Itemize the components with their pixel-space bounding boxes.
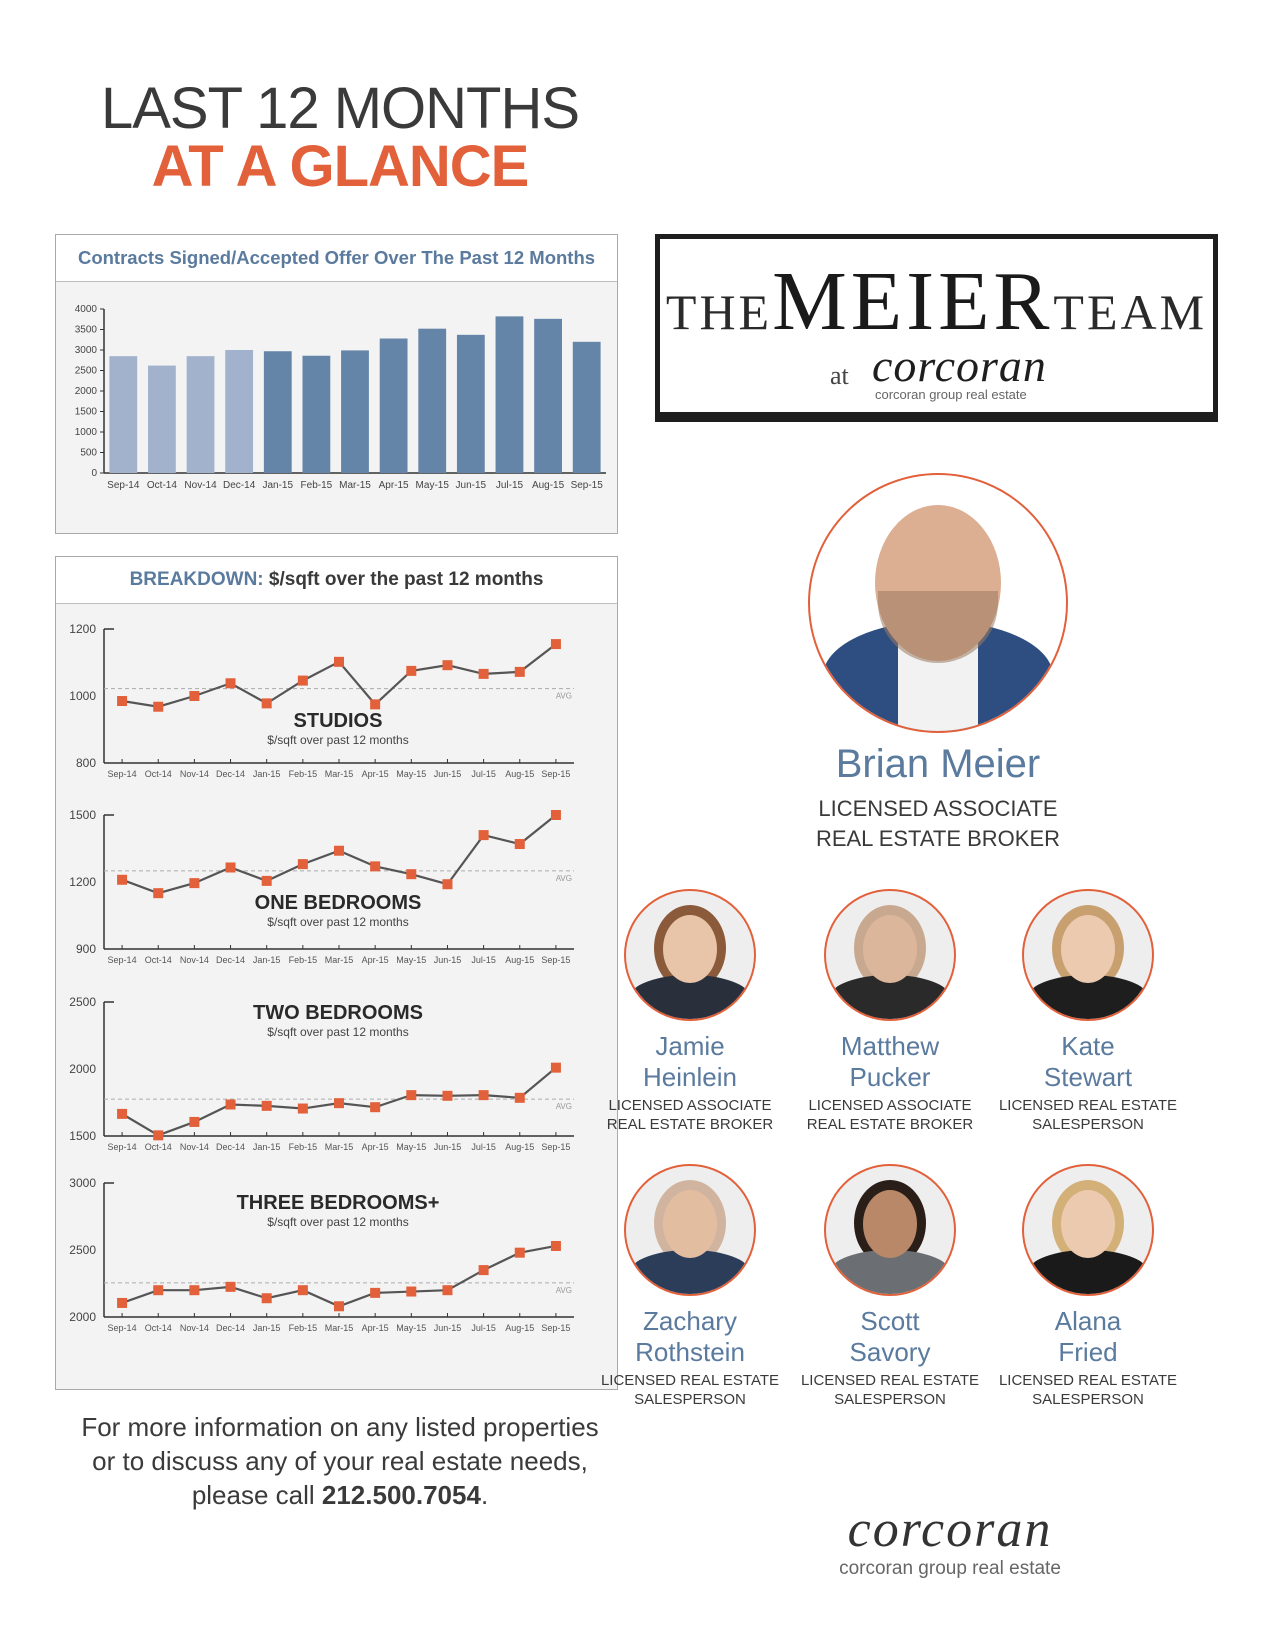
agent-title-line2: REAL ESTATE BROKER — [606, 1116, 774, 1133]
agent-title — [988, 1096, 1188, 1134]
line-x-tick-label: Sep-14 — [107, 955, 137, 965]
contact-line3-suffix: . — [480, 1480, 489, 1510]
line-x-tick-label: Sep-15 — [541, 1323, 571, 1333]
data-point — [370, 861, 380, 871]
line-x-tick-label: Jul-15 — [471, 1142, 496, 1152]
contact-line3 — [55, 1478, 625, 1512]
line-x-tick-label: Nov-14 — [179, 1142, 209, 1152]
bar — [573, 342, 601, 473]
agent-face — [663, 915, 717, 983]
data-point — [298, 1285, 308, 1295]
bar-x-tick-label: Jul-15 — [495, 480, 524, 491]
agent-photo — [824, 889, 956, 1021]
series-line — [122, 1246, 556, 1306]
line-x-tick-label: Aug-15 — [505, 955, 535, 965]
bar — [109, 356, 137, 473]
avg-label: AVG — [555, 1102, 572, 1112]
line-y-tick-label: 2000 — [69, 1062, 96, 1076]
agent-last-name: Pucker — [849, 1062, 931, 1092]
line-x-tick-label: Jun-15 — [433, 1142, 462, 1152]
bar-y-tick-label: 3500 — [74, 324, 97, 336]
data-point — [226, 1100, 236, 1110]
agent-face — [1061, 1190, 1115, 1258]
headline-line2: AT A GLANCE — [151, 134, 529, 199]
agent-last-name: Stewart — [1043, 1062, 1133, 1092]
bar — [225, 350, 253, 473]
agent-card — [590, 1164, 790, 1409]
line-x-tick-label: Feb-15 — [288, 955, 318, 965]
line-y-tick-label: 3000 — [69, 1176, 96, 1190]
data-point — [262, 698, 272, 708]
line-chart-subtitle: $/sqft over past 12 months — [267, 915, 409, 929]
avg-label: AVG — [555, 691, 572, 701]
agent-name — [988, 1031, 1188, 1093]
bar-y-tick-label: 500 — [80, 447, 97, 459]
agent-first-name: Alana — [1054, 1306, 1122, 1336]
bar-y-tick-label: 3000 — [74, 345, 97, 356]
line-x-tick-label: Aug-15 — [505, 769, 535, 779]
contact-line3-prefix: please call — [191, 1480, 322, 1510]
agent-title — [988, 1371, 1188, 1409]
agent-title-line2: SALESPERSON — [1032, 1391, 1144, 1408]
data-point — [334, 1098, 344, 1108]
line-x-tick-label: Jun-15 — [433, 769, 462, 779]
logo-the: THE — [665, 284, 773, 340]
agent-card — [988, 1164, 1188, 1409]
line-x-tick-label: Sep-15 — [541, 955, 571, 965]
line-x-tick-label: Mar-15 — [324, 769, 354, 779]
agent-photo — [1022, 889, 1154, 1021]
agent-face — [1061, 915, 1115, 983]
agent-first-name: Kate — [1061, 1031, 1115, 1061]
headline-line1: LAST 12 MONTHS — [100, 76, 580, 141]
line-x-tick-label: Mar-15 — [324, 1142, 354, 1152]
line-x-tick-label: Nov-14 — [179, 955, 209, 965]
line-x-tick-label: Sep-15 — [541, 1142, 571, 1152]
agent-photo — [624, 889, 756, 1021]
footer-tagline: corcoran group real estate — [839, 1558, 1061, 1579]
data-point — [298, 1104, 308, 1114]
bar-y-tick-label: 0 — [91, 468, 97, 479]
line-x-tick-label: Feb-15 — [288, 1142, 318, 1152]
line-x-tick-label: Aug-15 — [505, 1142, 535, 1152]
line-x-tick-label: Jan-15 — [252, 1142, 281, 1152]
agent-title — [790, 1371, 990, 1409]
data-point — [479, 830, 489, 840]
data-point — [479, 669, 489, 679]
line-y-tick-label: 1000 — [69, 689, 96, 703]
agent-name — [590, 1306, 790, 1368]
logo-team: TEAM — [1053, 284, 1208, 340]
agent-title-line1: LICENSED ASSOCIATE — [608, 1097, 772, 1114]
bar-x-tick-label: Oct-14 — [146, 480, 177, 491]
bar-x-tick-label: Feb-15 — [300, 480, 333, 491]
data-point — [370, 699, 380, 709]
bar-x-tick-label: Sep-15 — [570, 480, 603, 491]
lead-agent-title — [760, 794, 1116, 854]
line-x-tick-label: Jan-15 — [252, 769, 281, 779]
line-chart-subtitle: $/sqft over past 12 months — [267, 1025, 409, 1039]
line-chart-subtitle: $/sqft over past 12 months — [267, 1215, 409, 1229]
line-y-tick-label: 1500 — [69, 808, 96, 822]
line-chart-title: THREE BEDROOMS+ — [236, 1192, 440, 1214]
data-point — [370, 1102, 380, 1112]
data-point — [479, 1090, 489, 1100]
bar — [418, 329, 446, 473]
line-chart-title: ONE BEDROOMS — [254, 892, 422, 914]
line-x-tick-label: Jan-15 — [252, 1323, 281, 1333]
bar-x-tick-label: Sep-14 — [107, 480, 140, 491]
bar — [457, 335, 485, 473]
line-x-tick-label: Mar-15 — [324, 1323, 354, 1333]
lead-agent-title-line2: REAL ESTATE BROKER — [815, 826, 1061, 851]
line-x-tick-label: Nov-14 — [179, 769, 209, 779]
agent-name — [590, 1031, 790, 1093]
data-point — [189, 1117, 199, 1127]
agent-first-name: Zachary — [643, 1306, 737, 1336]
line-y-tick-label: 2500 — [69, 1243, 96, 1257]
bar-y-tick-label: 1000 — [74, 427, 97, 438]
line-x-tick-label: Oct-14 — [144, 955, 172, 965]
line-x-tick-label: Nov-14 — [179, 1323, 209, 1333]
bar — [302, 356, 330, 473]
bar — [264, 351, 292, 473]
data-point — [153, 1130, 163, 1140]
agent-card — [790, 889, 990, 1134]
agent-face — [863, 915, 917, 983]
contact-line1: For more information on any listed properties — [81, 1412, 599, 1442]
logo-tagline: corcoran group real estate — [875, 387, 1027, 402]
bar-x-tick-label: May-15 — [415, 480, 449, 491]
avg-label: AVG — [555, 1285, 572, 1295]
contracts-chart-title: Contracts Signed/Accepted Offer Over The Past 12 Months — [56, 235, 617, 282]
agent-title-line1: LICENSED REAL ESTATE — [800, 1372, 980, 1389]
data-point — [298, 859, 308, 869]
line-y-tick-label: 2500 — [69, 995, 96, 1009]
bar — [496, 316, 524, 473]
data-point — [442, 879, 452, 889]
data-point — [551, 1063, 561, 1073]
data-point — [226, 862, 236, 872]
bar-x-tick-label: Mar-15 — [339, 480, 371, 491]
phone-number[interactable]: 212.500.7054 — [321, 1480, 481, 1510]
bar-x-tick-label: Nov-14 — [184, 480, 217, 491]
line-x-tick-label: Dec-14 — [216, 1323, 246, 1333]
data-point — [406, 1287, 416, 1297]
bar-y-tick-label: 2000 — [74, 386, 97, 397]
data-point — [479, 1265, 489, 1275]
agent-last-name: Fried — [1058, 1337, 1118, 1367]
line-y-tick-label: 2000 — [69, 1310, 96, 1324]
line-x-tick-label: Apr-15 — [361, 1142, 389, 1152]
breakdown-chart-panel — [55, 556, 618, 1390]
contact-line2: or to discuss any of your real estate needs, — [92, 1446, 588, 1476]
bar-x-tick-label: Jan-15 — [262, 480, 294, 491]
footer-corcoran: corcoran — [847, 1501, 1053, 1558]
line-x-tick-label: Dec-14 — [216, 769, 246, 779]
agent-last-name: Savory — [849, 1337, 931, 1367]
line-x-tick-label: Sep-14 — [107, 1323, 137, 1333]
line-x-tick-label: Dec-14 — [216, 955, 246, 965]
data-point — [226, 1282, 236, 1292]
contracts-chart-panel — [55, 234, 618, 534]
data-point — [189, 691, 199, 701]
avg-label: AVG — [555, 873, 572, 883]
line-chart-title: TWO BEDROOMS — [253, 1002, 423, 1024]
line-x-tick-label: Aug-15 — [505, 1323, 535, 1333]
data-point — [262, 876, 272, 886]
line-x-tick-label: Jun-15 — [433, 1323, 462, 1333]
line-x-tick-label: May-15 — [396, 1142, 427, 1152]
bar — [534, 319, 562, 473]
data-point — [515, 1248, 525, 1258]
line-x-tick-label: Oct-14 — [144, 1142, 172, 1152]
agent-name — [790, 1031, 990, 1093]
data-point — [370, 1288, 380, 1298]
line-x-tick-label: May-15 — [396, 1323, 427, 1333]
agent-title-line2: SALESPERSON — [1032, 1116, 1144, 1133]
data-point — [262, 1101, 272, 1111]
breakdown-title-rest: $/sqft over the past 12 months — [263, 569, 544, 590]
breakdown-line-charts — [56, 605, 617, 1387]
data-point — [153, 1285, 163, 1295]
agent-first-name: Jamie — [655, 1031, 725, 1061]
line-x-tick-label: May-15 — [396, 769, 427, 779]
bar-x-tick-label: Apr-15 — [378, 480, 409, 491]
breakdown-title-highlight: BREAKDOWN: — [129, 569, 264, 590]
agent-title-line2: SALESPERSON — [834, 1391, 946, 1408]
bar — [341, 350, 369, 473]
line-y-tick-label: 900 — [75, 942, 96, 956]
data-point — [334, 1301, 344, 1311]
data-point — [551, 810, 561, 820]
data-point — [515, 1093, 525, 1103]
bar-y-tick-label: 4000 — [74, 304, 97, 315]
data-point — [442, 1091, 452, 1101]
contact-text — [55, 1410, 625, 1512]
data-point — [406, 869, 416, 879]
line-x-tick-label: Jun-15 — [433, 955, 462, 965]
line-x-tick-label: Sep-14 — [107, 769, 137, 779]
data-point — [442, 660, 452, 670]
agent-title-line2: SALESPERSON — [634, 1391, 746, 1408]
lead-agent-name: Brian Meier — [835, 742, 1041, 786]
bar-x-tick-label: Dec-14 — [223, 480, 256, 491]
line-x-tick-label: Jan-15 — [252, 955, 281, 965]
agent-card — [988, 889, 1188, 1134]
data-point — [153, 702, 163, 712]
data-point — [515, 667, 525, 677]
agent-title — [590, 1096, 790, 1134]
agent-title-line1: LICENSED ASSOCIATE — [808, 1097, 972, 1114]
line-x-tick-label: Feb-15 — [288, 769, 318, 779]
agent-photo — [824, 1164, 956, 1296]
agent-title-line1: LICENSED REAL ESTATE — [600, 1372, 780, 1389]
bar-y-tick-label: 1500 — [74, 406, 97, 418]
bar-y-tick-label: 2500 — [74, 365, 97, 377]
line-chart-subtitle: $/sqft over past 12 months — [267, 733, 409, 747]
bar-x-tick-label: Jun-15 — [455, 480, 487, 491]
logo-at: at — [830, 361, 849, 390]
contracts-bar-chart — [56, 283, 617, 533]
line-x-tick-label: Jul-15 — [471, 769, 496, 779]
data-point — [298, 676, 308, 686]
agent-last-name: Rothstein — [635, 1337, 745, 1367]
line-x-tick-label: Mar-15 — [324, 955, 354, 965]
data-point — [189, 1285, 199, 1295]
line-y-tick-label: 1500 — [69, 1129, 96, 1143]
agent-title — [790, 1096, 990, 1134]
agent-name — [988, 1306, 1188, 1368]
line-x-tick-label: Feb-15 — [288, 1323, 318, 1333]
line-x-tick-label: Oct-14 — [144, 1323, 172, 1333]
bar — [380, 339, 408, 473]
data-point — [551, 1241, 561, 1251]
bar-x-tick-label: Aug-15 — [531, 480, 565, 491]
agent-face — [863, 1190, 917, 1258]
breakdown-chart-title — [56, 557, 617, 604]
data-point — [117, 696, 127, 706]
agent-title-line1: LICENSED REAL ESTATE — [998, 1097, 1178, 1114]
line-y-tick-label: 1200 — [69, 875, 96, 889]
meier-team-logo — [655, 234, 1218, 422]
logo-wordmark — [660, 253, 1213, 350]
bar — [187, 356, 215, 473]
line-x-tick-label: Apr-15 — [361, 955, 389, 965]
logo-meier: MEIER — [772, 255, 1054, 348]
lead-agent-title-line1: LICENSED ASSOCIATE — [818, 796, 1058, 821]
agent-title — [590, 1371, 790, 1409]
agent-last-name: Heinlein — [643, 1062, 737, 1092]
agent-photo — [624, 1164, 756, 1296]
data-point — [406, 1090, 416, 1100]
line-y-tick-label: 1200 — [69, 622, 96, 636]
line-x-tick-label: Oct-14 — [144, 769, 172, 779]
line-x-tick-label: Jul-15 — [471, 1323, 496, 1333]
lead-agent-photo — [808, 473, 1068, 733]
line-y-tick-label: 800 — [75, 756, 96, 770]
footer-corcoran-logo — [800, 1502, 1100, 1580]
agent-card — [790, 1164, 990, 1409]
series-line — [122, 644, 556, 707]
line-x-tick-label: May-15 — [396, 955, 427, 965]
data-point — [334, 846, 344, 856]
agent-face — [663, 1190, 717, 1258]
agent-first-name: Matthew — [840, 1031, 940, 1061]
agent-first-name: Scott — [860, 1306, 920, 1336]
data-point — [515, 839, 525, 849]
line-x-tick-label: Jul-15 — [471, 955, 496, 965]
data-point — [117, 1298, 127, 1308]
logo-corcoran: corcoran — [872, 340, 1047, 391]
data-point — [442, 1285, 452, 1295]
data-point — [117, 875, 127, 885]
line-chart-title: STUDIOS — [293, 710, 383, 732]
line-x-tick-label: Sep-15 — [541, 769, 571, 779]
data-point — [189, 878, 199, 888]
data-point — [226, 678, 236, 688]
data-point — [262, 1293, 272, 1303]
data-point — [551, 639, 561, 649]
data-point — [406, 666, 416, 676]
agent-card — [590, 889, 790, 1134]
data-point — [334, 657, 344, 667]
agent-title-line2: REAL ESTATE BROKER — [806, 1116, 974, 1133]
headline — [60, 76, 620, 199]
agent-photo — [1022, 1164, 1154, 1296]
line-x-tick-label: Apr-15 — [361, 769, 389, 779]
agent-name — [790, 1306, 990, 1368]
data-point — [117, 1109, 127, 1119]
line-x-tick-label: Dec-14 — [216, 1142, 246, 1152]
agent-title-line1: LICENSED REAL ESTATE — [998, 1372, 1178, 1389]
line-x-tick-label: Sep-14 — [107, 1142, 137, 1152]
data-point — [153, 888, 163, 898]
bar — [148, 366, 176, 473]
line-x-tick-label: Apr-15 — [361, 1323, 389, 1333]
